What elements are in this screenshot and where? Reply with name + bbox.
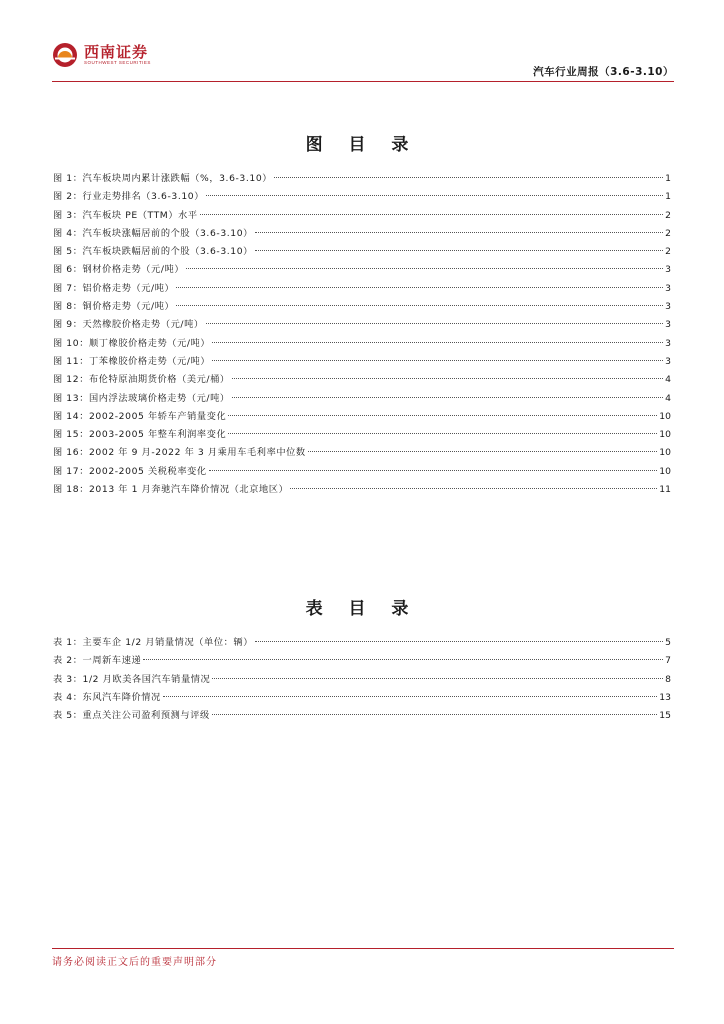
- table-toc-entry-label: 表 1：主要车企 1/2 月销量情况（单位：辆）: [53, 637, 253, 648]
- figure-toc-entry-page: 2: [665, 227, 671, 239]
- figure-toc-entry-label: 图 14：2002-2005 年轿车产销量变化: [53, 410, 227, 422]
- figure-toc-entry-label: 图 10：顺丁橡胶价格走势（元/吨）: [53, 337, 211, 349]
- table-toc-entry-page: 13: [659, 691, 671, 703]
- table-toc-entry-page: 15: [659, 710, 671, 722]
- figure-toc-entry[interactable]: [53, 188, 671, 206]
- dot-leader: [206, 195, 663, 196]
- dot-leader: [186, 268, 663, 269]
- figure-toc-entry-page: 10: [659, 465, 671, 477]
- figure-toc-entry-page: 3: [665, 264, 671, 276]
- figure-toc-entry[interactable]: [53, 335, 671, 353]
- dot-leader: [176, 305, 663, 306]
- dot-leader: [308, 451, 658, 452]
- table-toc-entry-label: 表 3：1/2 月欧美各国汽车销量情况: [53, 673, 211, 685]
- figure-toc-entry-page: 11: [659, 484, 671, 496]
- figure-toc-entry-label: 图 2：行业走势排名（3.6-3.10）: [53, 191, 205, 203]
- figure-toc-entry-page: 10: [659, 429, 671, 441]
- figure-toc-entry[interactable]: [53, 408, 671, 426]
- table-toc-entry-label: 表 5：重点关注公司盈利预测与评级: [53, 710, 210, 722]
- figure-toc-entry[interactable]: [53, 225, 671, 243]
- dot-leader: [255, 641, 663, 642]
- dot-leader: [209, 470, 658, 471]
- dot-leader: [212, 678, 663, 679]
- figure-toc-entry[interactable]: [53, 298, 671, 316]
- table-toc-entry[interactable]: [53, 652, 671, 670]
- figure-toc-entry-page: 2: [665, 209, 671, 221]
- figure-toc-entry[interactable]: [53, 371, 671, 389]
- logo-name-en: SOUTHWEST SECURITIES: [84, 60, 151, 65]
- figure-toc-entry[interactable]: [53, 463, 671, 481]
- dot-leader: [255, 232, 663, 233]
- figure-toc-entry-label: 图 9：天然橡胶价格走势（元/吨）: [53, 319, 204, 331]
- figure-toc-entry[interactable]: [53, 444, 671, 462]
- table-toc-entry[interactable]: [53, 707, 671, 725]
- figure-toc-entry-label: 图 7：铝价格走势（元/吨）: [53, 282, 175, 294]
- figure-toc-entry-page: 2: [665, 246, 671, 258]
- logo-name-cn: 西南证券: [84, 43, 149, 61]
- table-toc-entry-page: 5: [665, 637, 671, 648]
- dot-leader: [255, 250, 663, 251]
- figure-toc-entry-label: 图 12：布伦特原油期货价格（美元/桶）: [53, 374, 230, 386]
- figure-toc-entry-page: 1: [665, 173, 671, 184]
- figure-toc-entry-label: 图 3：汽车板块 PE（TTM）水平: [53, 209, 198, 221]
- figure-toc-entry[interactable]: [53, 207, 671, 225]
- figure-toc-entry-label: 图 6：钢材价格走势（元/吨）: [53, 264, 185, 276]
- figure-toc-entry[interactable]: [53, 353, 671, 371]
- table-toc-entry[interactable]: [53, 689, 671, 707]
- figure-toc-entry-page: 3: [665, 301, 671, 313]
- figure-toc-entry-page: 3: [665, 337, 671, 349]
- figure-toc-entry[interactable]: [53, 481, 671, 499]
- figure-toc-entry-page: 3: [665, 319, 671, 331]
- dot-leader: [143, 659, 663, 660]
- figure-toc-entry[interactable]: [53, 390, 671, 408]
- figure-toc-entry[interactable]: [53, 280, 671, 298]
- table-toc-list: [53, 634, 671, 725]
- figure-toc-entry[interactable]: [53, 316, 671, 334]
- figure-toc-entry-page: 10: [659, 410, 671, 422]
- figure-toc-entry-label: 图 18：2013 年 1 月奔驰汽车降价情况（北京地区）: [53, 484, 289, 496]
- figure-toc-entry[interactable]: [53, 243, 671, 261]
- table-toc-title: 表 目 录: [305, 599, 419, 619]
- figure-toc-entry-page: 1: [665, 191, 671, 203]
- figure-toc-entry[interactable]: [53, 170, 671, 188]
- dot-leader: [212, 360, 663, 361]
- header-divider: [52, 81, 674, 82]
- logo-emblem-icon: [52, 42, 78, 68]
- dot-leader: [176, 287, 663, 288]
- figure-toc-entry[interactable]: [53, 261, 671, 279]
- footer-divider: [52, 948, 674, 949]
- figure-toc-entry-label: 图 15：2003-2005 年整车利润率变化: [53, 429, 227, 441]
- figure-toc-entry-label: 图 11：丁苯橡胶价格走势（元/吨）: [53, 355, 211, 367]
- figure-toc-entry-label: 图 16：2002 年 9 月-2022 年 3 月乘用车毛利率中位数: [53, 447, 306, 459]
- dot-leader: [212, 342, 663, 343]
- figure-toc-entry-label: 图 17：2002-2005 关税税率变化: [53, 465, 207, 477]
- dot-leader: [228, 415, 657, 416]
- dot-leader: [232, 378, 663, 379]
- table-toc-entry-label: 表 2：一周新车速递: [53, 655, 142, 667]
- figure-toc-entry-label: 图 8：铜价格走势（元/吨）: [53, 301, 175, 313]
- dot-leader: [206, 323, 663, 324]
- table-toc-entry-page: 8: [665, 673, 671, 685]
- figure-toc-entry[interactable]: [53, 426, 671, 444]
- company-logo: [52, 42, 151, 68]
- dot-leader: [212, 714, 658, 715]
- figure-toc-list: [53, 170, 671, 499]
- dot-leader: [163, 696, 657, 697]
- figure-toc-title: 图 目 录: [305, 135, 419, 155]
- table-toc-entry[interactable]: [53, 634, 671, 652]
- figure-toc-entry-label: 图 13：国内浮法玻璃价格走势（元/吨）: [53, 392, 230, 404]
- dot-leader: [232, 397, 663, 398]
- table-toc-entry[interactable]: [53, 671, 671, 689]
- figure-toc-entry-page: 3: [665, 355, 671, 367]
- figure-toc-entry-label: 图 1：汽车板块周内累计涨跌幅（%，3.6-3.10）: [53, 173, 273, 184]
- report-title: 汽车行业周报（3.6-3.10）: [533, 66, 674, 78]
- table-toc-entry-label: 表 4：东风汽车降价情况: [53, 691, 161, 703]
- dot-leader: [228, 433, 657, 434]
- figure-toc-entry-page: 3: [665, 282, 671, 294]
- figure-toc-entry-page: 4: [665, 374, 671, 386]
- footer-disclaimer: 请务必阅读正文后的重要声明部分: [52, 957, 217, 968]
- dot-leader: [290, 488, 657, 489]
- dot-leader: [274, 177, 663, 178]
- figure-toc-entry-page: 10: [659, 447, 671, 459]
- dot-leader: [200, 214, 663, 215]
- figure-toc-entry-page: 4: [665, 392, 671, 404]
- table-toc-entry-page: 7: [665, 655, 671, 667]
- figure-toc-entry-label: 图 4：汽车板块涨幅居前的个股（3.6-3.10）: [53, 227, 253, 239]
- page-header: [52, 40, 674, 82]
- figure-toc-entry-label: 图 5：汽车板块跌幅居前的个股（3.6-3.10）: [53, 246, 253, 258]
